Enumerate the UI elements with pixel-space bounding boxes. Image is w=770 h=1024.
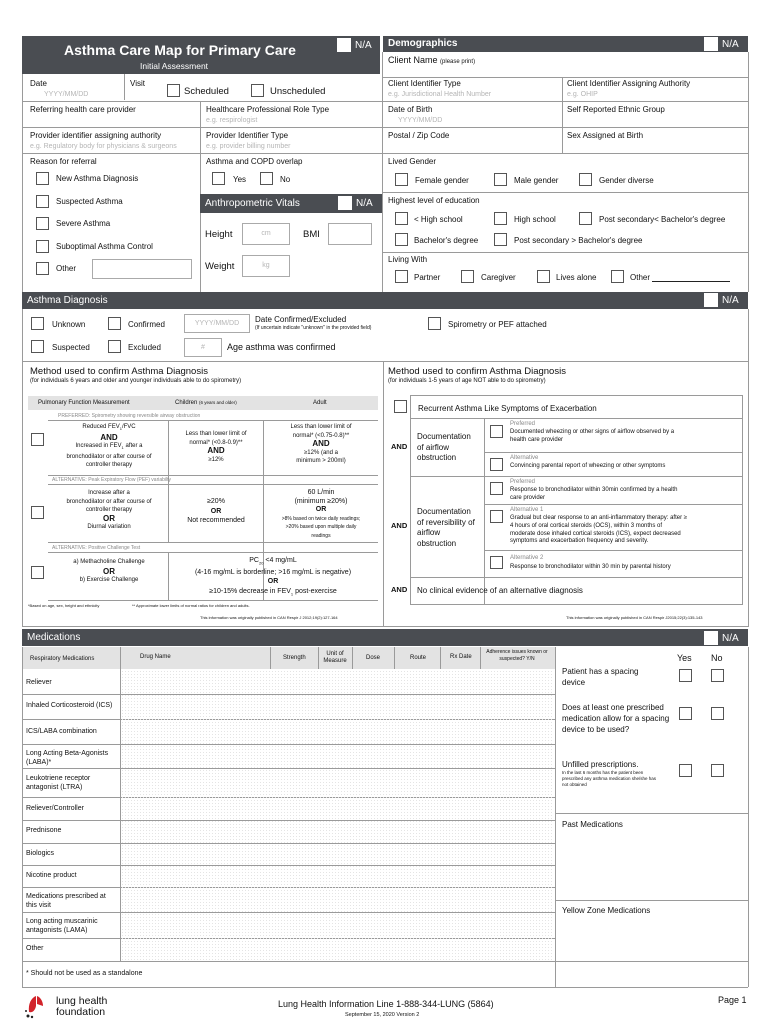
medications-na-label: N/A — [722, 633, 739, 644]
education-label: Highest level of education — [388, 196, 480, 205]
medications-na-checkbox[interactable] — [704, 631, 718, 645]
reason-suspected-label: Suspected Asthma — [56, 197, 123, 206]
airflow-pref-checkbox[interactable] — [490, 425, 503, 438]
spacer-yes-checkbox[interactable] — [679, 669, 692, 682]
unfilled-no-checkbox[interactable] — [711, 764, 724, 777]
diag-date-input[interactable]: YYYY/MM/DD — [184, 314, 250, 333]
reason-other-label: Other — [56, 264, 77, 273]
client-id-type-label: Client Identifier Type — [388, 79, 461, 88]
col-adult: Adult — [313, 400, 327, 406]
provider-auth-label: Provider identifier assigning authority — [30, 131, 162, 140]
method-left-source: This information was originally published in CAN Respir J 2012;19(2):127-164 — [200, 615, 338, 620]
diag-unknown-checkbox[interactable] — [31, 317, 44, 330]
yellow-zone-label: Yellow Zone Medications — [562, 906, 651, 915]
col-children: Children (6 years and older) — [175, 400, 237, 406]
overlap-yes-checkbox[interactable] — [212, 172, 225, 185]
unfilled-question: Unfilled prescriptions. — [562, 760, 639, 769]
med-col-adherence: Adherence issues known or suspected? Y/N — [486, 649, 548, 662]
med-col-route: Route — [410, 655, 427, 661]
diag-confirmed-checkbox[interactable] — [108, 317, 121, 330]
client-name-label: Client Name (please print) — [388, 55, 476, 65]
rev-pref-text: Response to bronchodilator within 30min confirmed by a health care provider — [510, 487, 678, 501]
lung-health-logo-icon — [22, 992, 50, 1020]
preferred-note: PREFERRED: Spirometry showing reversible airway obstruction — [58, 413, 201, 419]
med-table-entry-area[interactable] — [121, 670, 554, 961]
edu-hs-label: High school — [514, 215, 556, 224]
row1-col2: Less than lower limit of normal* (<0.8-0.9)** AND ≥12% — [185, 431, 247, 463]
diag-age-input[interactable]: # — [184, 338, 222, 357]
reason-other-checkbox[interactable] — [36, 262, 49, 275]
method-right-source: This information was originally published in CAN Respir J2015;22(3):135-143 — [566, 615, 703, 620]
med-col-dose: Dose — [366, 655, 381, 661]
rev-alt1-checkbox[interactable] — [490, 510, 503, 523]
edu-hs-checkbox[interactable] — [494, 212, 507, 225]
spirometry-checkbox[interactable] — [428, 317, 441, 330]
unscheduled-checkbox[interactable] — [251, 84, 264, 97]
past-meds-label: Past Medications — [562, 820, 623, 829]
vitals-title: Anthropometric Vitals — [205, 198, 300, 209]
edu-lt-hs-label: < High school — [414, 215, 463, 224]
role-type-label: Healthcare Professional Role Type — [206, 105, 330, 114]
demographics-title: Demographics — [388, 38, 458, 49]
row2-col3: 60 L/min (minimum ≥20%) OR >8% based on twice daily readings; >20% based upon multiple daily readings — [281, 489, 361, 539]
diag-confirmed-label: Confirmed — [128, 320, 165, 329]
reason-other-input[interactable] — [92, 259, 192, 279]
living-alone-label: Lives alone — [556, 273, 597, 282]
vitals-na-label: N/A — [356, 198, 373, 209]
edu-post-lt-checkbox[interactable] — [579, 212, 592, 225]
scheduled-label: Scheduled — [184, 86, 229, 97]
med-row-other: Other — [26, 945, 44, 952]
logo-text-1: lung health — [56, 995, 108, 1007]
spacer-allow-yes-checkbox[interactable] — [679, 707, 692, 720]
medications-title: Medications — [27, 632, 81, 643]
sex-label: Sex Assigned at Birth — [567, 131, 644, 140]
med-row-reliever: Reliever — [26, 679, 52, 686]
scheduled-checkbox[interactable] — [167, 84, 180, 97]
reason-suspected-checkbox[interactable] — [36, 195, 49, 208]
form-title: Asthma Care Map for Primary Care — [64, 42, 296, 58]
method-left-note: (for individuals 6 years and older and younger individuals able to do spirometry) — [30, 378, 242, 384]
gender-label: Lived Gender — [388, 157, 437, 166]
med-col-unit: Unit of Measure — [323, 651, 347, 664]
recurrent-checkbox[interactable] — [394, 400, 407, 413]
header-na-label: N/A — [355, 40, 372, 51]
rev-alt1-label: Alternative 1 — [510, 507, 544, 513]
rev-alt2-checkbox[interactable] — [490, 556, 503, 569]
overlap-yes-label: Yes — [233, 175, 247, 184]
row1-col1: Reduced $FEV_1$/FVC AND Increased in $FEV_1$ after a bronchodilator or after course of controller therapy — [66, 424, 152, 469]
med-col-drug: Drug Name — [140, 654, 171, 660]
provider-type-label: Provider Identifier Type — [206, 131, 289, 140]
footnote-1: *Based on age, sex, height and ethnicity — [28, 603, 100, 608]
diag-excluded-label: Excluded — [128, 343, 161, 352]
postal-label: Postal / Zip Code — [388, 131, 450, 140]
diagnosis-header — [22, 292, 748, 309]
client-id-type-input[interactable]: e.g. Jurisdictional Health Number — [388, 91, 492, 98]
reason-suboptimal-label: Suboptimal Asthma Control — [56, 242, 153, 251]
rev-alt2-label: Alternative 2 — [510, 555, 544, 561]
diag-date-label: Date Confirmed/Excluded — [255, 315, 347, 324]
header-na-checkbox[interactable] — [337, 38, 351, 52]
living-partner-checkbox[interactable] — [395, 270, 408, 283]
role-type-input[interactable]: e.g. respirologist — [206, 117, 258, 124]
medications-header — [22, 629, 748, 646]
row2-col2: ≥20% OR Not recommended — [187, 498, 245, 524]
recurrent-label: Recurrent Asthma Like Symptoms of Exacerbation — [418, 404, 597, 413]
med-row-prednisone: Prednisone — [26, 827, 62, 834]
living-other-input[interactable] — [652, 281, 730, 282]
reason-new-label: New Asthma Diagnosis — [56, 174, 139, 183]
living-label: Living With — [388, 255, 428, 264]
med-row-icslaba: ICS/LABA combination — [26, 728, 97, 735]
living-other-checkbox[interactable] — [611, 270, 624, 283]
diag-suspected-label: Suspected — [52, 343, 90, 352]
footnote-2: ** Approximate lower limits of normal ratios for children and adults. — [132, 603, 250, 608]
yes-header: Yes — [677, 653, 692, 663]
weight-label: Weight — [205, 261, 235, 272]
height-label: Height — [205, 229, 233, 240]
demographics-na-checkbox[interactable] — [704, 37, 718, 51]
and-3: AND — [391, 585, 408, 594]
spacer-question: Patient has a spacing device — [562, 667, 639, 687]
reason-suboptimal-checkbox[interactable] — [36, 240, 49, 253]
med-row-nicotine: Nicotine product — [26, 872, 77, 879]
diag-age-label: Age asthma was confirmed — [227, 342, 336, 352]
visit-label: Visit — [130, 79, 145, 88]
date-label: Date — [30, 79, 47, 88]
med-col-rxdate: Rx Date — [450, 654, 472, 660]
ethnic-label: Self Reported Ethnic Group — [567, 105, 665, 114]
method-challenge-checkbox[interactable] — [31, 566, 44, 579]
diagnosis-title: Asthma Diagnosis — [27, 295, 108, 306]
airflow-pref-label: Preferred — [510, 421, 536, 427]
living-alone-checkbox[interactable] — [537, 270, 550, 283]
bmi-label: BMI — [303, 229, 320, 240]
living-caregiver-checkbox[interactable] — [461, 270, 474, 283]
method-right-title: Method used to confirm Asthma Diagnosis — [388, 366, 566, 377]
col-pulmonary: Pulmonary Function Measurement — [38, 400, 130, 406]
method-right-note: (for individuals 1-5 years of age NOT able to do spirometry) — [388, 378, 546, 384]
med-row-prescribed: Medications prescribed at this visit — [26, 893, 106, 909]
alt1-note: ALTERNATIVE: Peak Expiratory Flow (PEF) variabilty — [52, 477, 172, 483]
spacer-allow-no-checkbox[interactable] — [711, 707, 724, 720]
spirometry-label: Spirometry or PEF attached — [448, 320, 547, 329]
edu-post-lt-label: Post secondary< Bachelor's degree — [599, 215, 726, 224]
edu-bachelor-checkbox[interactable] — [395, 233, 408, 246]
past-meds-input[interactable] — [557, 832, 745, 898]
med-row-laba: Long Acting Beta-Agonists (LABA)* — [26, 750, 109, 766]
dob-input[interactable]: YYYY/MM/DD — [398, 117, 443, 124]
alt2-note: ALTERNATIVE: Positive Challenge Test — [52, 545, 141, 551]
client-id-authority-input[interactable]: e.g. OHIP — [567, 91, 598, 98]
row3-col1: a) Methacholine Challenge OR b) Exercise Challenge — [73, 559, 145, 583]
overlap-no-checkbox[interactable] — [260, 172, 273, 185]
height-input[interactable]: cm — [242, 223, 290, 245]
client-id-authority-label: Client Identifier Assigning Authority — [567, 79, 691, 88]
row1-col3: Less than lower limit of normal* (<0.75-0.8)** AND ≥12% (and a minimum > 200ml) — [290, 424, 352, 464]
row2-col1: Increase after a bronchodilator or after course of controller therapy OR Diurnal variation — [66, 490, 152, 530]
med-col-strength: Strength — [283, 655, 306, 661]
edu-lt-hs-checkbox[interactable] — [395, 212, 408, 225]
med-footnote: * Should not be used as a standalone — [26, 970, 143, 977]
living-partner-label: Partner — [414, 273, 441, 282]
living-other-label: Other — [630, 273, 651, 282]
no-clinical-label: No clinical evidence of an alternative diagnosis — [417, 586, 583, 595]
footer-date: September 15, 2020 Version 2 — [345, 1012, 420, 1018]
method-pref-checkbox[interactable] — [31, 433, 44, 446]
gender-female-label: Female gender — [415, 176, 469, 185]
bmi-input[interactable] — [328, 223, 372, 245]
diagnosis-na-label: N/A — [722, 295, 739, 306]
doc-reversibility: Documentation of reversibility of airflow obstruction — [417, 507, 475, 548]
diag-date-note: (If uncertain indicate "unknown" in the provided field) — [255, 325, 372, 331]
unscheduled-label: Unscheduled — [270, 86, 326, 97]
and-1: AND — [391, 442, 408, 451]
reason-severe-label: Severe Asthma — [56, 219, 111, 228]
diag-excluded-checkbox[interactable] — [108, 340, 121, 353]
footer-info-line: Lung Health Information Line 1-888-344-LUNG (5864) — [278, 999, 494, 1009]
airflow-alt-checkbox[interactable] — [490, 458, 503, 471]
rev-pref-label: Preferred — [510, 479, 536, 485]
rev-alt1-text: Gradual but clear response to an anti-inflammatory therapy: after ≥ 4 hours of oral cortical steroids (OCS), within 3 months of moderate dose inhaled cortical steroids (ICS), expect decreased symptoms and exacerbation frequency and severity. — [510, 515, 688, 545]
reason-new-checkbox[interactable] — [36, 172, 49, 185]
provider-type-input[interactable]: e.g. provider billing number — [206, 143, 291, 150]
rev-alt2-text: Response to bronchodilator within 30 min by parental history — [510, 564, 671, 570]
overlap-label: Asthma and COPD overlap — [206, 157, 303, 166]
rev-pref-checkbox[interactable] — [490, 482, 503, 495]
provider-auth-input[interactable]: e.g. Regulatory body for physicians & surgeons — [30, 143, 177, 150]
weight-input[interactable]: kg — [242, 255, 290, 277]
airflow-pref-text: Documented wheezing or other signs of airflow observed by a health care provider — [510, 429, 675, 443]
logo-text-2: foundation — [56, 1006, 106, 1018]
gender-female-checkbox[interactable] — [395, 173, 408, 186]
reason-label: Reason for referral — [30, 157, 97, 166]
med-row-ics: Inhaled Corticosteroid (ICS) — [26, 702, 113, 709]
yellow-zone-input[interactable] — [557, 918, 745, 960]
gender-diverse-checkbox[interactable] — [579, 173, 592, 186]
page-number: Page 1 — [718, 995, 747, 1005]
form-subtitle: Initial Assessment — [140, 61, 209, 71]
gender-male-label: Male gender — [514, 176, 559, 185]
edu-post-gt-checkbox[interactable] — [494, 233, 507, 246]
date-input[interactable]: YYYY/MM/DD — [44, 91, 89, 98]
med-row-lama: Long acting muscarinic antagonists (LAMA) — [26, 918, 98, 934]
edu-post-gt-label: Post secondary > Bachelor's degree — [514, 236, 643, 245]
demographics-na-label: N/A — [722, 39, 739, 50]
gender-male-checkbox[interactable] — [494, 173, 507, 186]
unfilled-note: In the last 6 months has the patient been prescribed any asthma medication she/she has not obtained — [562, 770, 657, 787]
no-header: No — [711, 653, 723, 663]
method-left-title: Method used to confirm Asthma Diagnosis — [30, 366, 208, 377]
airflow-alt-text: Convincing parental report of wheezing or other symptoms — [510, 463, 666, 469]
med-col-resp: Respiratory Medications — [30, 656, 95, 662]
med-row-biologics: Biologics — [26, 850, 55, 857]
med-row-ltra: Leukotriene receptor antagonist (LTRA) — [26, 775, 91, 791]
diag-unknown-label: Unknown — [52, 320, 86, 329]
edu-bachelor-label: Bachelor's degree — [414, 236, 479, 245]
living-caregiver-label: Caregiver — [481, 273, 516, 282]
unfilled-yes-checkbox[interactable] — [679, 764, 692, 777]
vitals-na-checkbox[interactable] — [338, 196, 352, 210]
gender-diverse-label: Gender diverse — [599, 176, 654, 185]
airflow-alt-label: Alternative — [510, 455, 539, 461]
overlap-no-label: No — [280, 175, 291, 184]
referring-label: Referring health care provider — [30, 105, 136, 114]
method-pef-checkbox[interactable] — [31, 506, 44, 519]
dob-label: Date of Birth — [388, 105, 433, 114]
reason-severe-checkbox[interactable] — [36, 217, 49, 230]
row3-col2: $PC_{20} <4$ mg/mL (4-16 mg/mL is borderline; >16 mg/mL is negative) OR ≥10-15% decrease in $FEV_1$ post-exercise — [194, 557, 352, 597]
diag-suspected-checkbox[interactable] — [31, 340, 44, 353]
doc-airflow: Documentation of airflow obstruction — [417, 432, 471, 462]
spacer-allow-question: Does at least one prescribed medication allow for a spacing device to be used? — [562, 703, 670, 734]
spacer-no-checkbox[interactable] — [711, 669, 724, 682]
diagnosis-na-checkbox[interactable] — [704, 293, 718, 307]
med-row-relcon: Reliever/Controller — [26, 805, 84, 812]
and-2: AND — [391, 521, 408, 530]
